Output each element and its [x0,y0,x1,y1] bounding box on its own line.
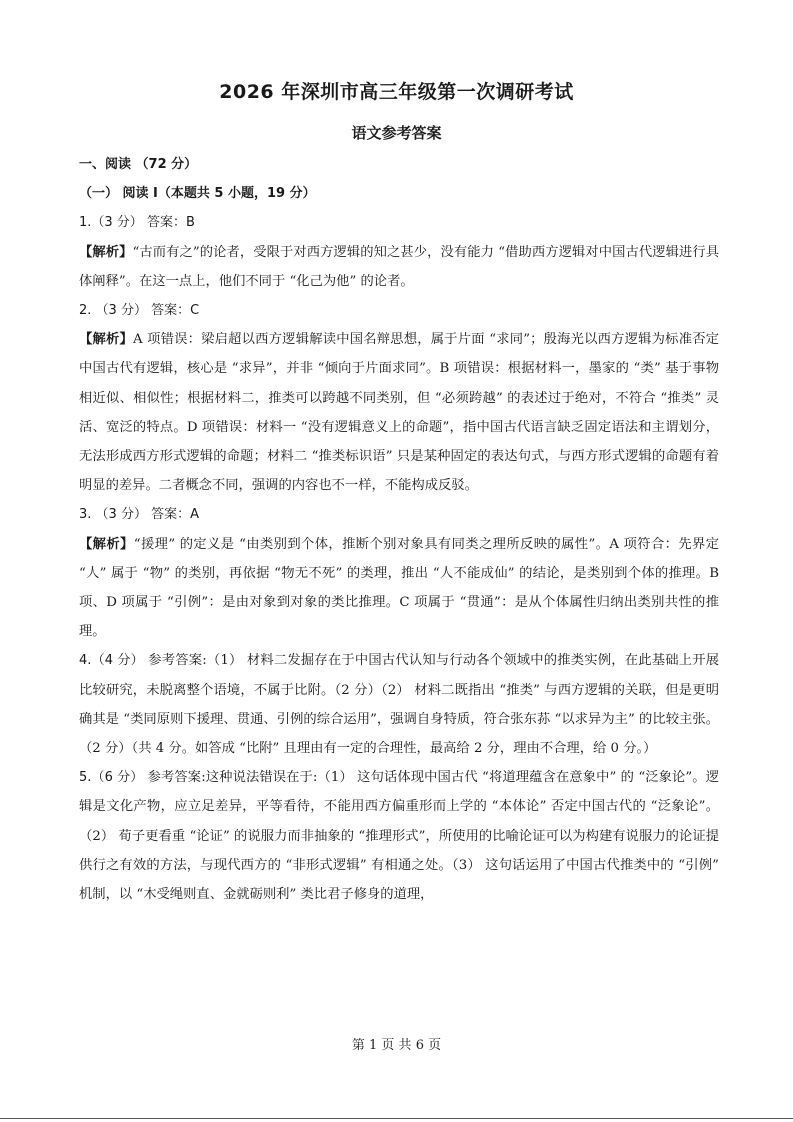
question-2-answer: 2. （3 分） 答案：C [79,303,200,319]
question-1-answer: 1.（3 分） 答案：B [79,215,195,231]
question-4-head: 4.（4 分） [79,653,144,669]
analysis-tag: 【解析】 [79,244,133,260]
question-3-answer: 3. （3 分） 答案：A [79,507,199,523]
section-heading-reading: 一、阅读 （72 分） [79,157,198,172]
question-4-text: 参考答案:（1） 材料二发掘存在于中国古代认知与行动各个领域中的推类实例，在此基础上开展比较研究，未脱离整个语境，不属于比附。（2 分）（2） 材料二既指出 “推类” 与西方逻辑的关联，但是更明确其是 “类同原则下援理、贯通、引例的综合运用”，强调自身特质，符合张东荪 “以求异为主” 的比较主张。（2 分）（共 4 分。如答成 “比附” 且理由有一定的合理性，最高给 2 分，理由不合理，给 0 分。） [79,653,719,757]
subsection-heading-reading-one: （一） 阅读 Ⅰ（本题共 5 小题，19 分） [79,186,316,202]
question-4-answer [79,646,719,763]
document-title: 2026 年深圳市高三年级第一次调研考试 [219,81,574,103]
question-3-analysis [79,530,719,647]
question-2-analysis [79,325,719,500]
analysis-text: “援理” 的定义是 “由类别到个体，推断个别对象具有同类之理所反映的属性”。A 项符合：先界定 “人” 属于 “物” 的类别，再依据 “物无不死” 的类理，推出 “人不能成仙” 的结论，是类别到个体的推理。B 项、D 项属于 “引例”：是由对象到对象的类比推理。C 项属于 “贯通”：是从个体属性归纳出类别共性的推理。 [79,536,719,640]
question-5-answer [79,763,719,909]
bottom-divider [0,1118,793,1119]
answer-content [79,150,719,909]
page-number: 第 1 页 共 6 页 [351,1038,442,1053]
question-1-analysis [79,238,719,296]
analysis-tag: 【解析】 [79,536,134,552]
question-5-text: 参考答案:这种说法错误在于:（1） 这句话体现中国古代 “将道理蕴含在意象中” 的 “泛象论”。逻辑是文化产物，应立足差异，平等看待，不能用西方偏重形而上学的 “本体论” 否定中国古代的 “泛象论”。（2） 荀子更看重 “论证” 的说服力而非抽象的 “推理形式”，所使用的比喻论证可以为构建有说服力的论证提供行之有效的方法，与现代西方的 “非形式逻辑” 有相通之处。（3） 这句话运用了中国古代推类中的 “引例” 机制，以 “木受绳则直、金就砺则利” 类比君子修身的道理， [79,770,719,903]
document-subtitle: 语文参考答案 [351,124,442,142]
analysis-text: “古而有之”的论者，受限于对西方逻辑的知之甚少，没有能力 “借助西方逻辑对中国古代逻辑进行具体阐释”。在这一点上，他们不同于 “化己为他” 的论者。 [79,244,720,289]
analysis-text: A 项错误：梁启超以西方逻辑解读中国名辩思想，属于片面 “求同”；殷海光以西方逻辑为标准否定中国古代有逻辑，核心是 “求异”，并非 “倾向于片面求同”。B 项错误：根据材料一，墨家的 “类” 基于事物相近似、相似性；根据材料二，推类可以跨越不同类别，但 “必须跨越” 的表述过于绝对，不符合 “推类” 灵活、宽泛的特点。D 项错误：材料一 “没有逻辑意义上的命题”，指中国古代语言缺乏固定语法和主谓划分，无法形成西方形式逻辑的命题；材料二 “推类标识语” 只是某种固定的表达句式，与西方形式逻辑的命题有着明显的差异。二者概念不同，强调的内容也不一样，不能构成反驳。 [79,332,720,494]
analysis-tag: 【解析】 [79,332,134,348]
question-5-head: 5.（6 分） [79,770,144,786]
